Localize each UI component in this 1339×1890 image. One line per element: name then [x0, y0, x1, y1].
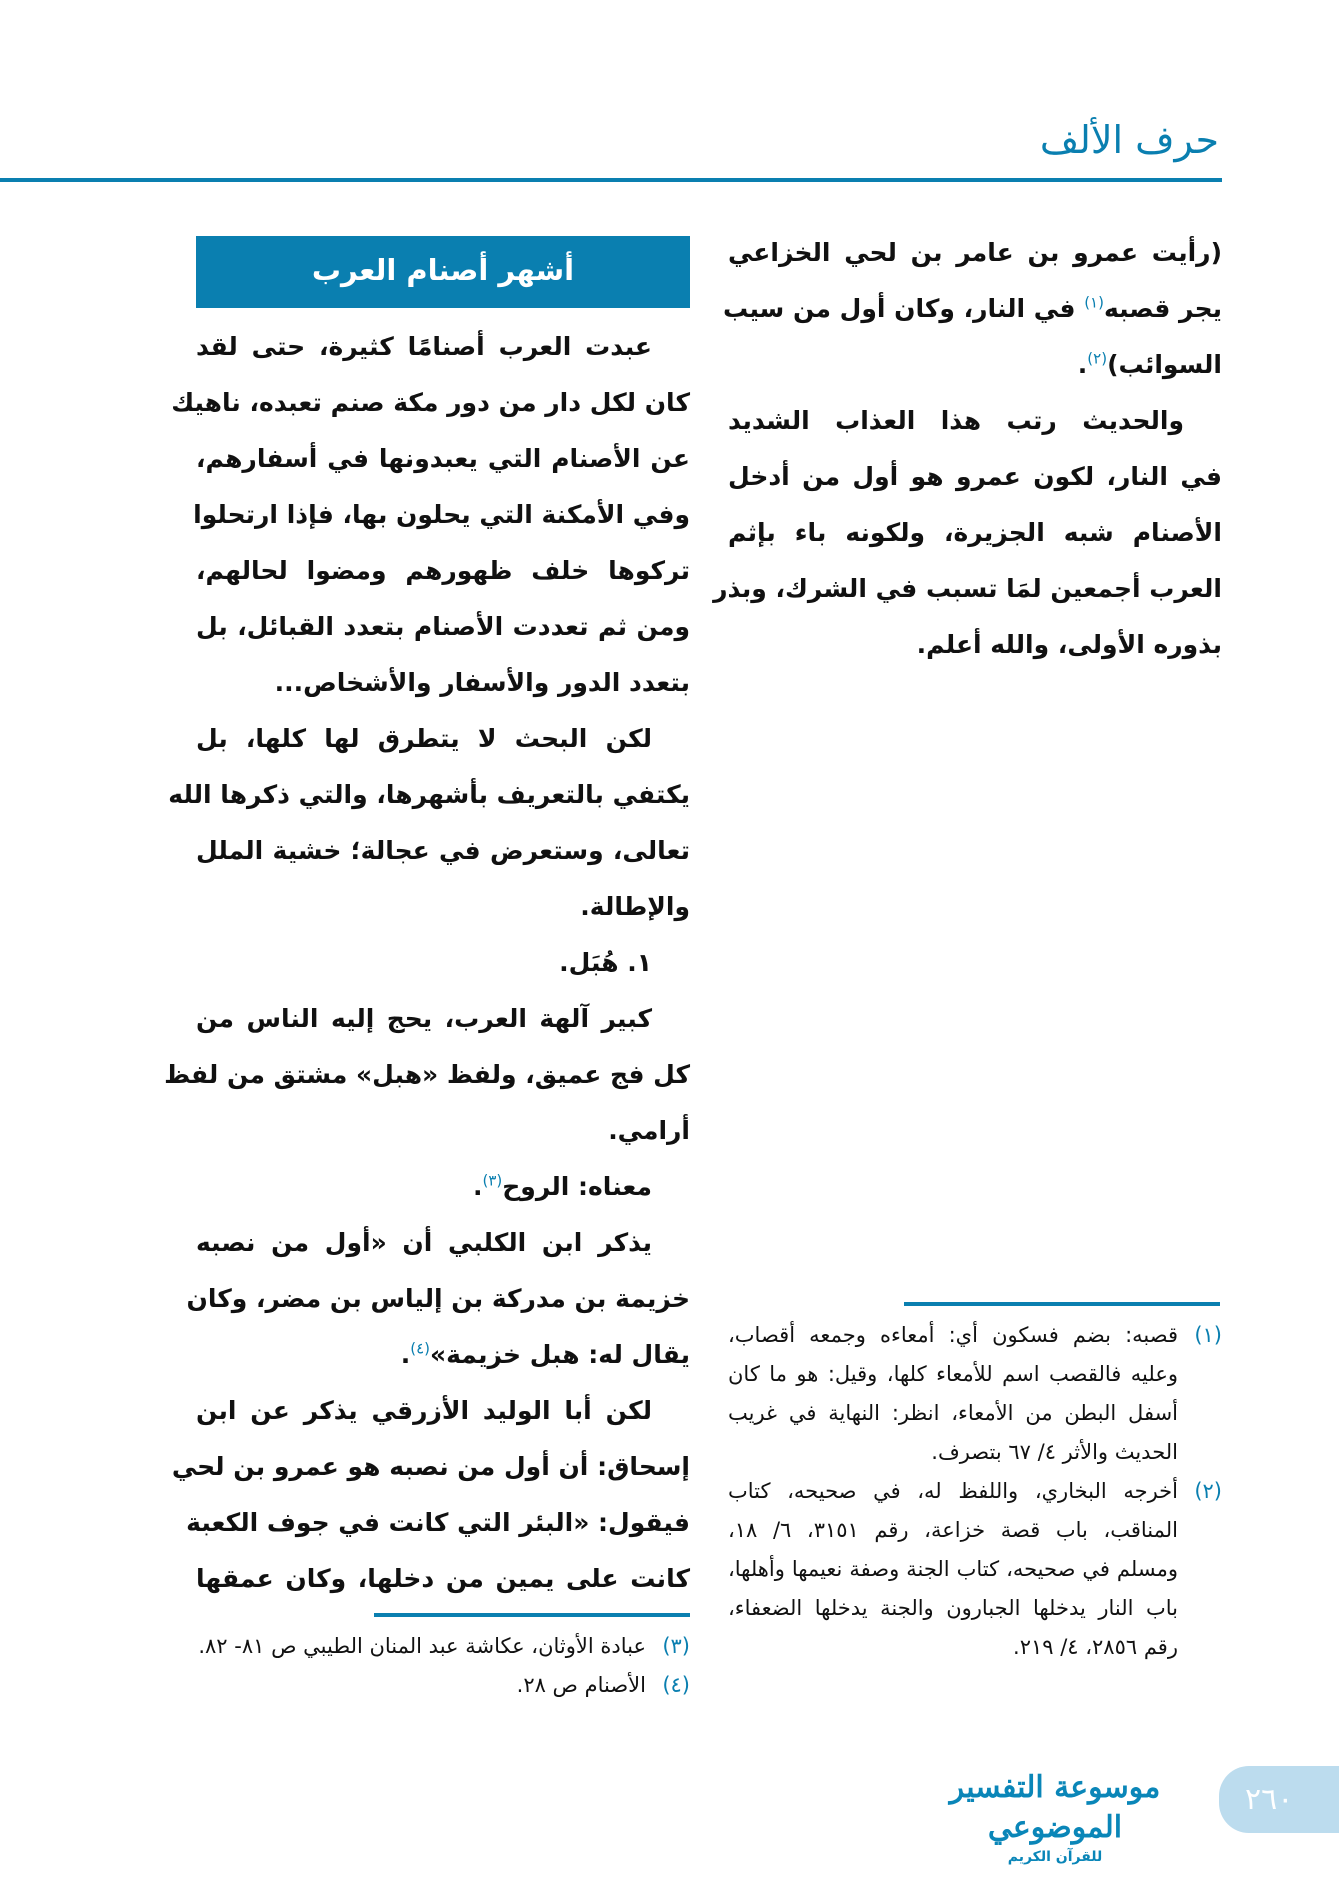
header-divider [0, 178, 1222, 182]
text-line [723, 281, 1222, 337]
footnote-2 [728, 1472, 1222, 1667]
text-segment: . [400, 1340, 411, 1369]
text-line: لكن أبا الوليد الأزرقي يذكر عن ابن [196, 1396, 652, 1425]
text-line: عن الأصنام التي يعبدونها في أسفارهم، [196, 444, 690, 473]
footnote-1 [728, 1316, 1222, 1472]
footnote-text: الأصنام ص ٢٨. [516, 1673, 646, 1697]
text-line: خزيمة بن مدركة بن إلياس بن مضر، وكان [186, 1284, 690, 1313]
footnote-ref-3[interactable]: (٣) [482, 1171, 503, 1190]
footnote-divider-left [374, 1613, 690, 1617]
text-line [196, 1159, 690, 1215]
text-line [196, 1327, 690, 1383]
footnote-ref-2[interactable]: (٢) [1087, 349, 1108, 368]
text-segment: . [1077, 350, 1088, 379]
text-line: كبير آلهة العرب، يحج إليه الناس من [196, 1004, 652, 1033]
right-column [713, 225, 1222, 673]
text-line: تعالى، وستعرض في عجالة؛ خشية الملل [196, 836, 690, 865]
footnote-number: (٤) [662, 1673, 690, 1697]
footnotes-right [728, 1316, 1222, 1667]
chapter-title: حرف الألف [1039, 118, 1219, 162]
text-line: العرب أجمعين لمَا تسبب في الشرك، وبذر [713, 574, 1222, 603]
text-segment: معناه: الروح [502, 1172, 652, 1201]
text-line [728, 337, 1222, 393]
text-segment: . [473, 1172, 483, 1201]
text-line: عبدت العرب أصنامًا كثيرة، حتى لقد [196, 332, 652, 361]
text-line: يكتفي بالتعريف بأشهرها، والتي ذكرها الله [168, 780, 690, 809]
text-segment: في النار، وكان أول من سيب [723, 294, 1085, 323]
text-line: تركوها خلف ظهورهم ومضوا لحالهم، [196, 556, 690, 585]
footnote-ref-1[interactable]: (١) [1084, 293, 1104, 312]
footnote-divider-right [904, 1302, 1220, 1306]
text-line: (رأيت عمرو بن عامر بن لحي الخزاعي [728, 238, 1222, 267]
logo-subtitle: للقرآن الكريم [1007, 1849, 1103, 1865]
text-segment: يجر قصبه [1103, 294, 1222, 323]
footnote-4 [196, 1666, 690, 1705]
text-line: والحديث رتب هذا العذاب الشديد [728, 406, 1184, 435]
text-line: أرامي. [608, 1116, 690, 1145]
text-line: الأصنام شبه الجزيرة، ولكونه باء بإثم [728, 518, 1222, 547]
text-line: كل فج عميق، ولفظ «هبل» مشتق من لفظ [164, 1060, 690, 1089]
footnote-3 [196, 1627, 690, 1666]
footnote-number: (٣) [662, 1634, 690, 1658]
text-line: فيقول: «البئر التي كانت في جوف الكعبة [186, 1508, 690, 1537]
logo-title: موسوعة التفسير الموضوعي [949, 1770, 1161, 1845]
footnote-ref-4[interactable]: (٤) [410, 1339, 430, 1358]
encyclopedia-logo [930, 1768, 1180, 1866]
text-segment: يقال له: هبل خزيمة» [430, 1340, 690, 1369]
footnotes-left [196, 1627, 690, 1705]
footnote-text: عبادة الأوثان، عكاشة عبد المنان الطيبي ص ٨١- ٨٢. [198, 1634, 646, 1658]
text-line: وفي الأمكنة التي يحلون بها، فإذا ارتحلوا [193, 500, 690, 529]
footnote-text: أخرجه البخاري، واللفظ له، في صحيحه، كتاب المناقب، باب قصة خزاعة، رقم ٣١٥١، ٦/ ١٨، ومسلم في صحيحه، كتاب الجنة وصفة نعيمها وأهلها، باب النار يدخلها الجبارون والجنة يدخلها الضعفاء، رقم ٢٨٥٦، ٤/ ٢١٩. [728, 1479, 1178, 1659]
text-line: كان لكل دار من دور مكة صنم تعبده، ناهيك [171, 388, 690, 417]
text-line: يذكر ابن الكلبي أن «أول من نصبه [196, 1228, 652, 1257]
text-line: إسحاق: أن أول من نصبه هو عمرو بن لحي [171, 1452, 690, 1481]
left-column [164, 319, 690, 1607]
text-line: بتعدد الدور والأسفار والأشخاص... [274, 668, 690, 697]
footnote-number: (٢) [1194, 1479, 1222, 1503]
text-line: والإطالة. [580, 892, 690, 921]
footnote-number: (١) [1194, 1323, 1222, 1347]
text-line: ومن ثم تعددت الأصنام بتعدد القبائل، بل [196, 612, 690, 641]
text-line: كانت على يمين من دخلها، وكان عمقها [196, 1564, 690, 1593]
text-line: في النار، لكون عمرو هو أول من أدخل [728, 462, 1222, 491]
text-line: لكن البحث لا يتطرق لها كلها، بل [196, 724, 652, 753]
subheading-hubal: ١. هُبَل. [559, 948, 652, 977]
footnote-text: قصبه: بضم فسكون أي: أمعاءه وجمعه أقصاب، وعليه فالقصب اسم للأمعاء كلها، وقيل: هو ما كان أسفل البطن من الأمعاء، انظر: النهاية في غريب الحديث والأثر ٤/ ٦٧ بتصرف. [728, 1323, 1178, 1464]
text-segment: السوائب) [1107, 350, 1222, 379]
section-heading: أشهر أصنام العرب [196, 236, 690, 308]
text-line: بذوره الأولى، والله أعلم. [916, 630, 1222, 659]
page-number: ٢٦٠ [1219, 1766, 1339, 1833]
